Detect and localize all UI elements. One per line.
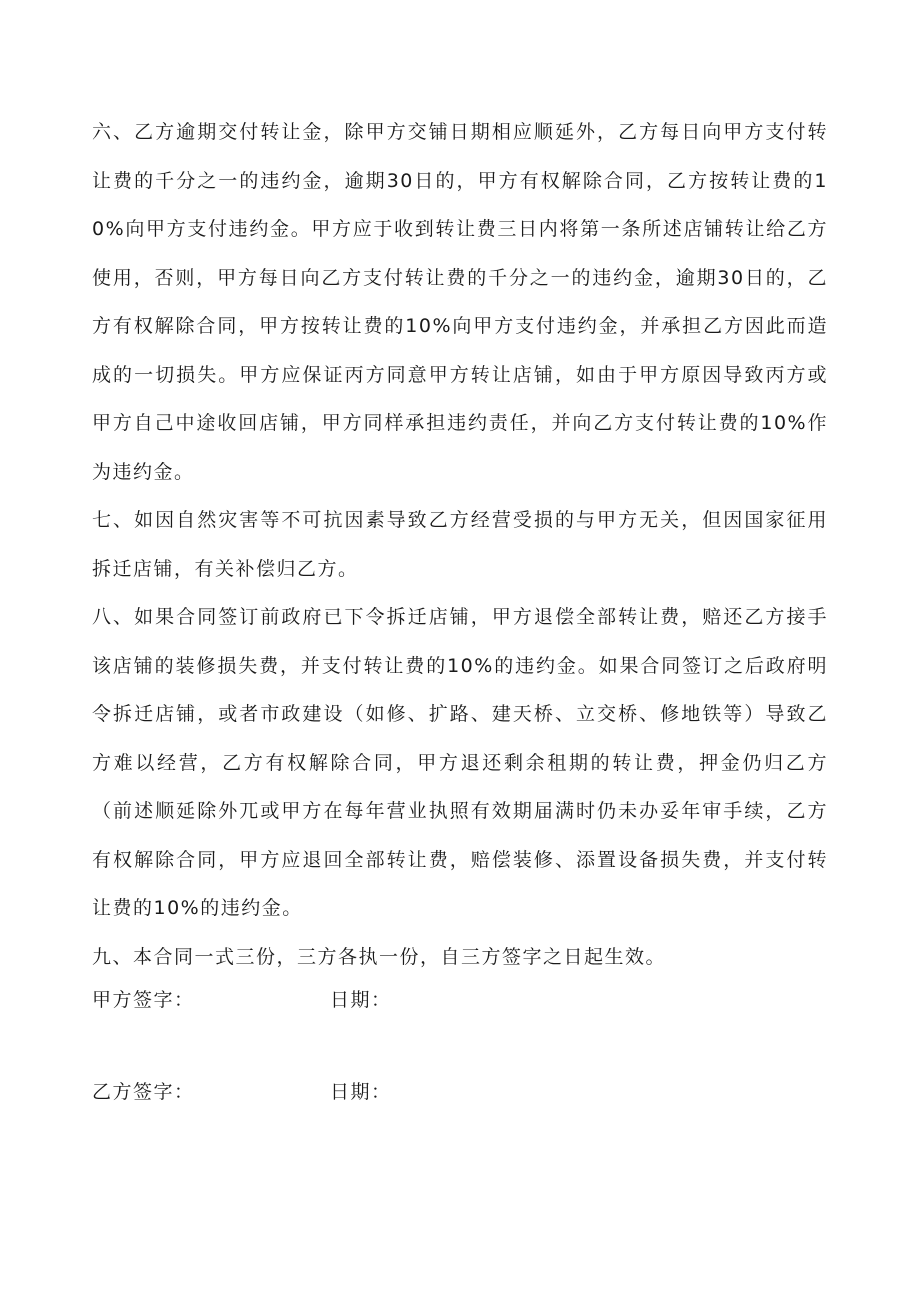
clause-7: 七、如因自然灾害等不可抗因素导致乙方经营受损的与甲方无关，但因国家征用拆迁店铺，有关补偿归乙方。: [92, 509, 828, 580]
party-b-date-label: 日期：: [330, 1081, 392, 1103]
party-b-signature-label: 乙方签字：: [92, 1081, 195, 1103]
party-b-signature-row: [92, 1072, 828, 1112]
party-a-date-label: 日期：: [330, 989, 392, 1011]
clause-6: 六、乙方逾期交付转让金，除甲方交铺日期相应顺延外，乙方每日向甲方支付转让费的千分之一的违约金，逾期30日的，甲方有权解除合同，乙方按转让费的10%向甲方支付违约金。甲方应于收到转让费三日内将第一条所述店铺转让给乙方使用，否则，甲方每日向乙方支付转让费的千分之一的违约金，逾期30日的，乙方有权解除合同，甲方按转让费的10%向甲方支付违约金，并承担乙方因此而造成的一切损失。甲方应保证丙方同意甲方转让店铺，如由于甲方原因导致丙方或甲方自己中途收回店铺，甲方同样承担违约责任，并向乙方支付转让费的10%作为违约金。: [92, 121, 828, 483]
party-a-signature-label: 甲方签字：: [92, 989, 195, 1011]
contract-clauses: [92, 108, 828, 981]
clause-8: 八、如果合同签订前政府已下令拆迁店铺，甲方退偿全部转让费，赔还乙方接手该店铺的装修损失费，并支付转让费的10%的违约金。如果合同签订之后政府明令拆迁店铺，或者市政建设（如修、扩路、建天桥、立交桥、修地铁等）导致乙方难以经营，乙方有权解除合同，甲方退还剩余租期的转让费，押金仍归乙方（前述顺延除外兀或甲方在每年营业执照有效期届满时仍未办妥年审手续，乙方有权解除合同，甲方应退回全部转让费，赔偿装修、添置设备损失费，并支付转让费的10%的违约金。: [92, 606, 828, 919]
party-a-signature-row: [92, 980, 828, 1020]
clause-9: 九、本合同一式三份，三方各执一份，自三方签字之日起生效。: [92, 945, 667, 968]
